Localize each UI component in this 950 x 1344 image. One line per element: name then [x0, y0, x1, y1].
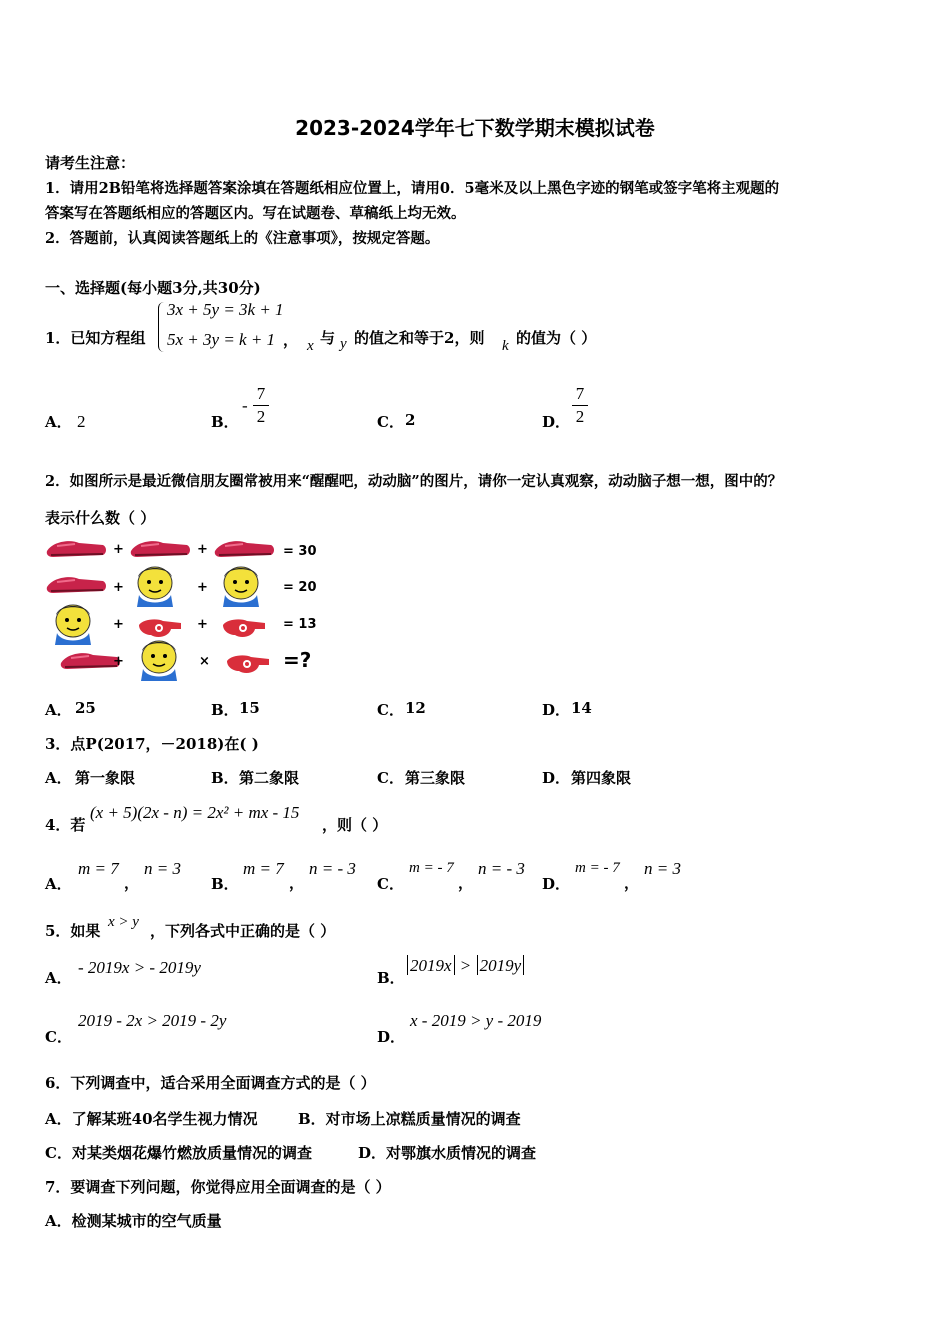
q1-option-d-label: D． — [542, 413, 571, 431]
q3-option-a-value: 第一象限 — [75, 769, 136, 787]
q4-option-d-label: D． — [542, 875, 571, 893]
q1-equation-2: 5x + 3y = k + 1 — [167, 330, 276, 349]
q3-option-d-label: D． — [542, 769, 571, 787]
notice-heading: 请考生注意： — [45, 154, 136, 172]
q3-option-c-value: 第三象限 — [405, 769, 466, 787]
shoe-icon — [47, 541, 106, 557]
q1-var-k: k — [502, 338, 509, 354]
q7-option-a: A．检测某城市的空气质量 — [45, 1212, 222, 1230]
plus-sign: + — [113, 580, 124, 595]
q2-option-c-label: C． — [377, 701, 404, 719]
fraction-bar — [572, 405, 588, 406]
boy-face-icon — [141, 641, 177, 681]
q6-option-c: C．对某类烟花爆竹燃放质量情况的调查 — [45, 1144, 312, 1162]
q4-option-c-sep: ， — [458, 874, 474, 892]
q6-stem: 6．下列调查中，适合采用全面调查方式的是（ ） — [45, 1074, 376, 1092]
q4-option-d-sep: ， — [624, 874, 640, 892]
q5-option-a-expr: - 2019x > - 2019y — [78, 958, 201, 977]
q5-option-a-label: A． — [45, 969, 72, 987]
q3-option-a-label: A． — [45, 769, 72, 787]
q4-option-b-m: m = 7 — [243, 859, 284, 878]
q2-option-a-value: 25 — [75, 699, 96, 717]
q4-option-b-n: n = - 3 — [309, 859, 356, 878]
q2-puzzle-image — [45, 535, 345, 689]
plus-sign: + — [197, 617, 208, 632]
plus-sign: + — [113, 654, 124, 669]
q2-option-b-label: B． — [211, 701, 239, 719]
q7-stem: 7．要调查下列问题，你觉得应用全面调查的是（ ） — [45, 1178, 391, 1196]
q4-option-c-m: m = - 7 — [409, 860, 454, 876]
q1-option-b-numerator: 7 — [256, 384, 266, 403]
q5-option-d-expr: x - 2019 > y - 2019 — [410, 1011, 542, 1030]
q4-suffix: ，则（ ） — [322, 816, 388, 834]
notice-line1b: 答案写在答题纸相应的答题区内。写在试题卷、草稿纸上均无效。 — [45, 205, 466, 222]
q3-stem: 3．点P(2017，－2018)在( ) — [45, 735, 259, 753]
plus-sign: + — [113, 617, 124, 632]
q1-option-b-sign: - — [242, 396, 248, 415]
plus-sign: + — [113, 542, 124, 557]
q4-option-d-n: n = 3 — [644, 859, 681, 878]
fraction-bar — [253, 405, 269, 406]
q1-prefix: 1．已知方程组 — [45, 329, 146, 347]
q5-suffix: ，下列各式中正确的是（ ） — [150, 922, 336, 940]
whistle-icon — [223, 619, 265, 637]
q6-option-d: D．对鄂旗水质情况的调查 — [358, 1144, 537, 1162]
row3-result: = 13 — [283, 617, 317, 632]
section-heading: 一、选择题(每小题3分,共30分) — [45, 279, 261, 297]
page-title: 2023-2024学年七下数学期末模拟试卷 — [295, 116, 655, 140]
q1-mid: 的值之和等于2，则 — [354, 329, 485, 347]
q1-suffix: 的值为（ ） — [516, 329, 597, 347]
q2-option-a-label: A． — [45, 701, 72, 719]
puzzle-svg — [45, 535, 345, 685]
q2-option-d-value: 14 — [571, 699, 592, 717]
row4-result: =? — [283, 648, 312, 672]
q1-option-a-label: A． — [45, 413, 72, 431]
q1-comma: ， — [283, 331, 299, 349]
plus-sign: + — [197, 542, 208, 557]
q4-option-b-label: B． — [211, 875, 239, 893]
q1-option-b-denominator: 2 — [256, 407, 266, 426]
q1-option-b-label: B． — [211, 413, 239, 431]
q4-option-a-n: n = 3 — [144, 859, 181, 878]
times-sign: × — [199, 654, 210, 669]
abs-bar — [477, 955, 478, 975]
q1-option-c-value: 2 — [405, 411, 416, 429]
q4-option-a-m: m = 7 — [78, 859, 119, 878]
q5-condition: x > y — [108, 914, 139, 930]
shoe-icon — [47, 577, 106, 593]
q4-option-d-m: m = - 7 — [575, 860, 620, 876]
q6-option-a: A．了解某班40名学生视力情况 — [45, 1110, 258, 1128]
q4-expression: (x + 5)(2x - n) = 2x² + mx - 15 — [90, 803, 300, 822]
plus-sign: + — [197, 580, 208, 595]
q5-option-b-left: 2019x — [410, 956, 452, 975]
q1-system-brace — [158, 302, 165, 352]
shoe-icon — [131, 541, 190, 557]
q2-stem-line1: 2．如图所示是最近微信朋友圈常被用来“醒醒吧，动动脑”的图片，请你一定认真观察，动动脑子想一想，图中的？ — [45, 473, 783, 490]
boy-face-icon — [223, 567, 259, 607]
q4-option-b-sep: ， — [289, 874, 305, 892]
q2-option-b-value: 15 — [239, 699, 260, 717]
q4-option-c-label: C． — [377, 875, 404, 893]
q4-option-a-sep: ， — [124, 874, 140, 892]
abs-bar — [523, 955, 524, 975]
shoe-icon — [61, 653, 120, 669]
q3-option-b-value: 第二象限 — [239, 769, 300, 787]
q1-option-d-denominator: 2 — [575, 407, 585, 426]
q5-option-d-label: D． — [377, 1028, 406, 1046]
q5-option-c-label: C． — [45, 1028, 72, 1046]
abs-bar — [454, 955, 455, 975]
q1-var-y: y — [340, 336, 347, 352]
notice-line1a: 1．请用2B铅笔将选择题答案涂填在答题纸相应位置上，请用0．5毫米及以上黑色字迹的钢笔或签字笔将主观题的 — [45, 180, 780, 197]
q1-with: 与 — [320, 329, 336, 347]
q1-option-b-fraction — [253, 384, 269, 427]
q3-option-d-value: 第四象限 — [571, 769, 632, 787]
boy-face-icon — [137, 567, 173, 607]
whistle-icon — [227, 655, 269, 673]
q1-equation-1: 3x + 5y = 3k + 1 — [167, 300, 284, 319]
abs-bar — [407, 955, 408, 975]
boy-face-icon — [55, 605, 91, 645]
q4-prefix: 4．若 — [45, 816, 86, 834]
q1-option-c-label: C． — [377, 413, 404, 431]
q5-option-b-expr — [405, 955, 526, 976]
whistle-icon — [139, 619, 181, 637]
shoe-icon — [215, 541, 274, 557]
q2-option-d-label: D． — [542, 701, 571, 719]
q6-option-b: B．对市场上凉糕质量情况的调查 — [298, 1110, 521, 1128]
q2-stem-line2: 表示什么数（ ） — [45, 509, 156, 527]
q2-option-c-value: 12 — [405, 699, 426, 717]
q3-option-c-label: C． — [377, 769, 404, 787]
q5-option-b-gt: > — [460, 956, 471, 975]
row1-result: = 30 — [283, 544, 317, 559]
q4-option-a-label: A． — [45, 875, 72, 893]
q4-option-c-n: n = - 3 — [478, 859, 525, 878]
q1-var-x: x — [307, 338, 314, 354]
row2-result: = 20 — [283, 580, 317, 595]
q5-option-b-label: B． — [377, 969, 405, 987]
q1-option-a-value: 2 — [77, 412, 86, 431]
q5-option-c-expr: 2019 - 2x > 2019 - 2y — [78, 1011, 227, 1030]
q1-option-d-fraction — [572, 384, 588, 427]
q5-option-b-right: 2019y — [479, 956, 522, 975]
q1-option-d-numerator: 7 — [575, 384, 585, 403]
q3-option-b-label: B． — [211, 769, 239, 787]
notice-line2: 2．答题前，认真阅读答题纸上的《注意事项》，按规定答题。 — [45, 230, 440, 247]
q5-prefix: 5．如果 — [45, 922, 101, 940]
